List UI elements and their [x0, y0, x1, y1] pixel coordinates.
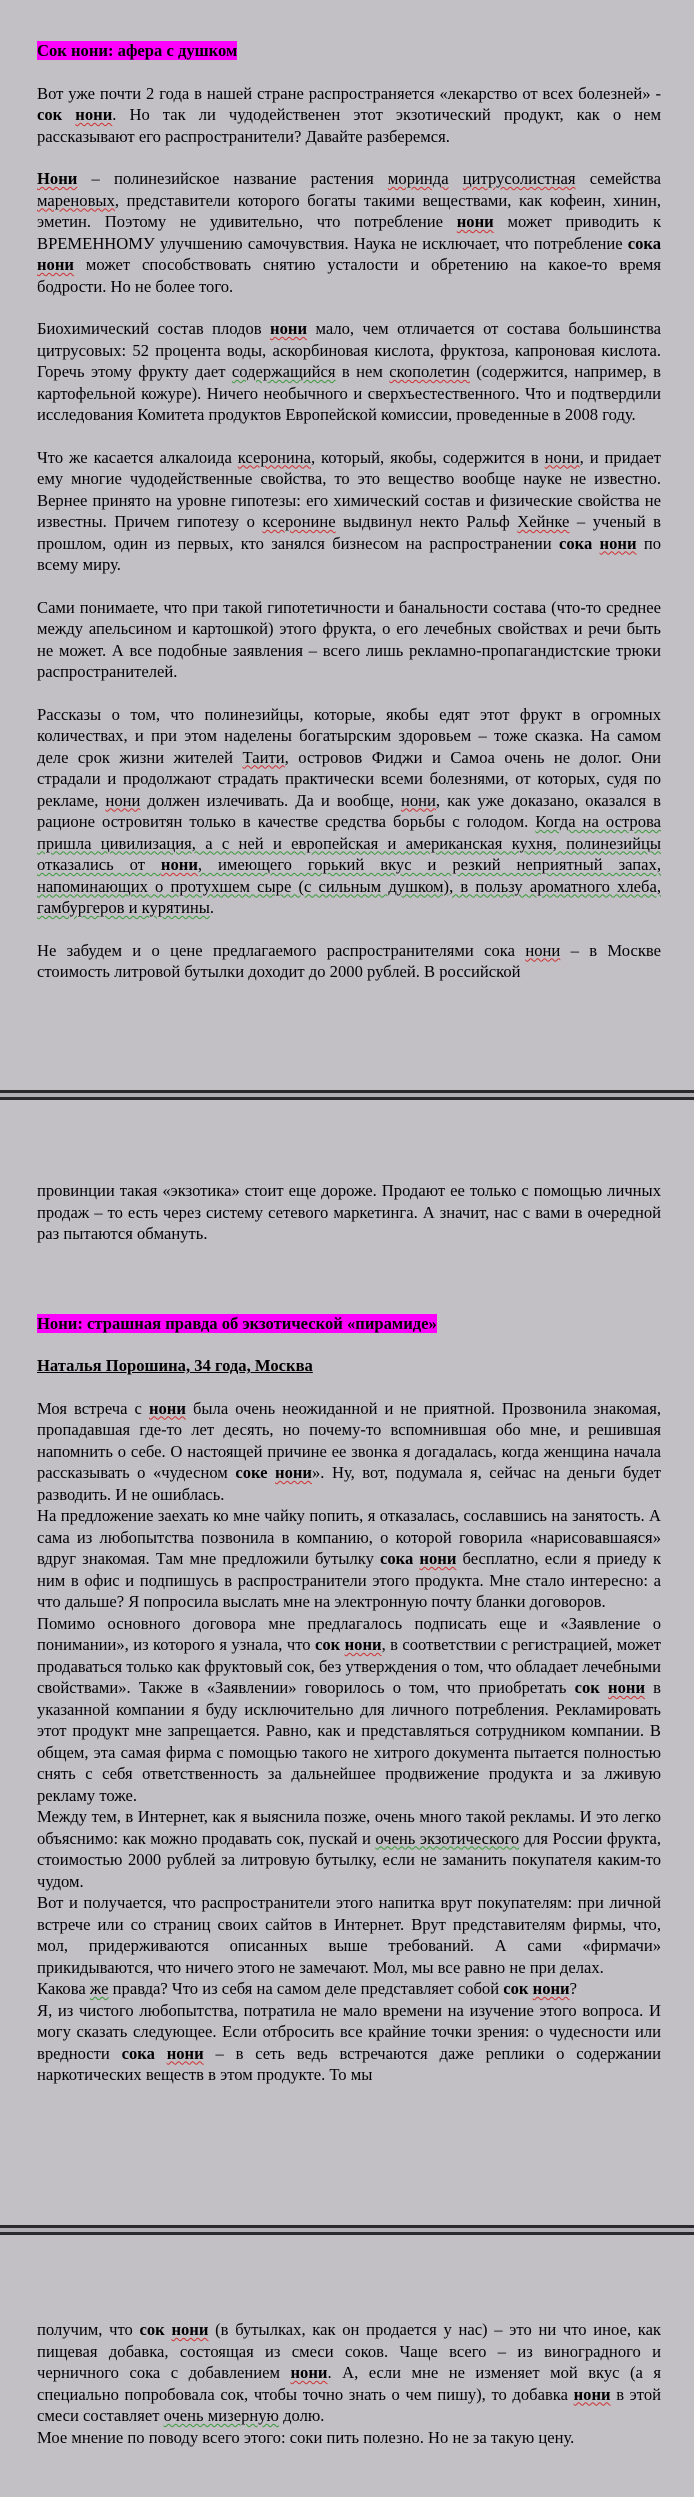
- article-title: Нони: страшная правда об экзотической «пирамиде»: [37, 1313, 437, 1333]
- paragraph: провинции такая «экзотика» стоит еще дороже. Продают ее только с помощью личных продаж – то есть через систему сетевого маркетинга. А значит, нас с вами в очередной раз пытаются обмануть.: [37, 1181, 661, 1243]
- page-separator: [0, 1090, 694, 1100]
- author-line: Наталья Порошина, 34 года, Москва: [37, 1356, 313, 1375]
- paragraph: Помимо основного договора мне предлагалось подписать еще и «Заявление о понимании», из которого я узнала, что сок нони, в соответствии с регистрацией, может продаваться только как фруктовый сок, без утверждения о том, что обладает лечебными свойствами». Также в «Заявлении» говорилось о том, что приобретать сок нони в указанной компании я буду исключительно для личного потребления. Рекламировать этот продукт мне запрещается. Равно, как и представляться сотрудником компании. В общем, эта самая фирма с помощью такого не хитрого документа пытается полностью снять с себя ответственность за дальнейшее продвижение продукта и за лживую рекламу тоже.: [37, 1613, 662, 1805]
- paragraph: Мое мнение по поводу всего этого: соки пить полезно. Но не за такую цену.: [37, 2427, 575, 2447]
- paragraph: Что же касается алкалоида ксеронина, который, якобы, содержится в нони, и придает ему многие чудодейственные свойства, то это вещество вообще науке не известно. Вернее принято на уровне гипотезы: его химический состав и физические свойства не известны. Причем гипотезу о ксеронине выдвинул некто Ральф Хейнке – ученый в прошлом, один из первых, кто занялся бизнесом на распространении сока нони по всему миру.: [37, 447, 661, 574]
- paragraph: Рассказы о том, что полинезийцы, которые, якобы едят этот фрукт в огромных количествах, и при этом наделены богатырским здоровьем – тоже сказка. На самом деле срок жизни жителей Таити, островов Фиджи и Самоа очень не долог. Они страдали и продолжают страдать практически всеми болезнями, от которых, судя по рекламе, нони должен излечивать. Да и вообще, нони, как уже доказано, оказался в рационе островитян только в качестве средства борьбы с голодом. Когда на острова пришла цивилизация, а с ней и европейская и американская кухня, полинезийцы отказались от нони, имеющего горький вкус и резкий неприятный запах, напоминающих о протухшем сыре (с сильным душком), в пользу ароматного хлеба, гамбургеров и курятины.: [37, 704, 662, 917]
- paragraph: Биохимический состав плодов нони мало, чем отличается от состава большинства цитрусовых: 52 процента воды, аскорбиновая кислота, фруктоза, капроновая кислота. Горечь этому фрукту дает содержащийся в нем скополетин (содержится, например, в картофельной кожуре). Ничего необычного и сверхъестественного. Что и подтвердили исследования Комитета продуктов Европейской комиссии, проведенные в 2008 году.: [37, 319, 661, 424]
- paragraph: получим, что сок нони (в бутылках, как он продается у нас) – это ни что иное, как пищевая добавка, состоящая из смеси соков. Чаще всего – из виноградного и черничного сока с добавлением нони. А, если мне не изменяет мой вкус (а я специально попробовала сок, чтобы точно знать о чем пишу), то добавка нони в этой смеси составляет очень мизерную долю.: [37, 2320, 661, 2425]
- paragraph: Нони – полинезийское название растения моринда цитрусолистная семейства мареновых, представители которого богаты такими веществами, как кофеин, хинин, эметин. Поэтому не удивительно, что потребление нони может приводить к ВРЕМЕННОМУ улучшению самочувствия. Наука не исключает, что потребление сока нони может способствовать снятию усталости и обретению на какое-то время бодрости. Но не более того.: [37, 169, 662, 296]
- paragraph: Вот уже почти 2 года в нашей стране распространяется «лекарство от всех болезней» - сок нони. Но так ли чудодейственен этот экзотический продукт, как о нем рассказывают его распространители? Давайте разберемся.: [37, 83, 662, 146]
- document-page-3: [0, 2235, 694, 2497]
- paragraph: Между тем, в Интернет, как я выяснила позже, очень много такой рекламы. И это легко объяснимо: как можно продавать сок, пускай и очень экзотического для России фрукта, стоимостью 2000 рублей за литровую бутылку, если не заманить покупателя каким-то чудом.: [37, 1807, 661, 1891]
- document-page-1: [0, 0, 694, 1090]
- paragraph: Сами понимаете, что при такой гипотетичности и банальности состава (что-то среднее между апельсином и картошкой) этого фрукта, о его лечебных свойствах и речи быть не может. А все подобные заявления – всего лишь рекламно-пропагандистские трюки распространителей.: [37, 597, 661, 681]
- article-title: Сок нони: афера с душком: [37, 41, 238, 60]
- paragraph: Я, из чистого любопытства, потратила не мало времени на изучение этого вопроса. И могу сказать следующее. Если отбросить все крайние точки зрения: о чудесности или вредности сока нони – в сеть ведь встречаются даже реплики о содержании наркотических веществ в этом продукте. То мы: [37, 2000, 661, 2084]
- paragraph: Вот и получается, что распространители этого напитка врут покупателям: при личной встрече или со страниц своих сайтов в Интернет. Врут представителям фирмы, что, мол, придерживаются описанных выше требований. А сами «фирмачи» прикидываются, что ничего этого не замечают. Мол, мы все равно не при делах.: [37, 1893, 661, 1977]
- paragraph: На предложение заехать ко мне чайку попить, я отказалась, сославшись на занятость. А сама из любопытства позвонила в компанию, о которой говорила «нарисовавшаяся» вдруг знакомая. Там мне предложили бутылку сока нони бесплатно, если я приеду к ним в офис и подпишусь в распространители этого продукта. Мне стало интересно: а что дальше? Я попросила выслать мне на электронную почту бланки договоров.: [37, 1506, 662, 1611]
- page-separator: [0, 2225, 694, 2235]
- paragraph: Не забудем и о цене предлагаемого распространителями сока нони – в Москве стоимость литровой бутылки доходит до 2000 рублей. В российской: [37, 940, 661, 981]
- paragraph: Какова же правда? Что из себя на самом деле представляет собой сок нони?: [37, 1979, 577, 1998]
- paragraph: Моя встреча с нони была очень неожиданной и не приятной. Прозвонила знакомая, пропадавшая где-то лет десять, но почему-то вспомнившая обо мне, и решившая напомнить о себе. О настоящей причине ее звонка я догадалась, когда женщина начала рассказывать о «чудесном соке нони». Ну, вот, подумала я, сейчас на деньги будет разводить. И не ошиблась.: [37, 1398, 662, 1504]
- document-page-2: [0, 1100, 694, 2225]
